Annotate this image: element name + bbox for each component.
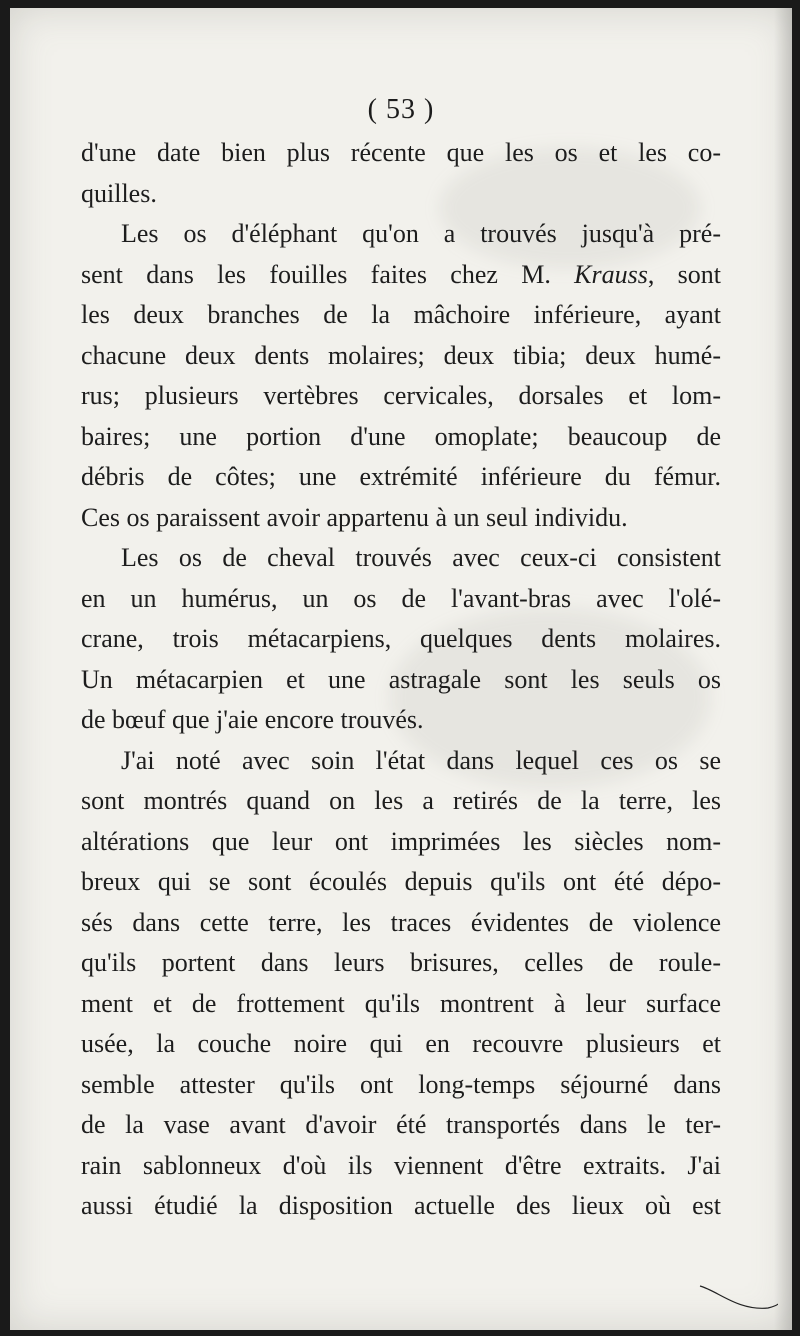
text-line-content: J'ai noté avec soin l'état dans lequel ces os se bbox=[121, 745, 721, 775]
text-line bbox=[81, 700, 721, 741]
text-line bbox=[81, 133, 721, 174]
margin-scribble bbox=[698, 1266, 778, 1316]
text-line-content: en un humérus, un os de l'avant-bras avec l'olé- bbox=[81, 583, 721, 613]
text-line-content: sés dans cette terre, les traces évidentes de violence bbox=[81, 907, 721, 937]
text-line bbox=[81, 579, 721, 620]
text-line bbox=[81, 538, 721, 579]
text-line-content: rus; plusieurs vertèbres cervicales, dorsales et lom- bbox=[81, 381, 721, 410]
text-line-content: ment et de frottement qu'ils montrent à leur surface bbox=[81, 988, 721, 1018]
text-line bbox=[81, 862, 721, 903]
text-line bbox=[81, 498, 721, 539]
text-line-content: crane, trois métacarpiens, quelques dents molaires. bbox=[81, 624, 721, 653]
text-line bbox=[81, 255, 721, 296]
text-line bbox=[81, 741, 721, 782]
text-line bbox=[81, 417, 721, 458]
text-line-content: chacune deux dents molaires; deux tibia; deux humé- bbox=[81, 340, 721, 370]
text-line bbox=[81, 336, 721, 377]
text-line-tail: , sont bbox=[647, 259, 721, 289]
text-line-content: qu'ils portent dans leurs brisures, celles de roule- bbox=[81, 948, 721, 977]
text-line bbox=[81, 903, 721, 944]
text-line bbox=[81, 1024, 721, 1065]
body-text bbox=[81, 133, 721, 1227]
text-line-content: usée, la couche noire qui en recouvre plusieurs et bbox=[81, 1029, 721, 1058]
text-line bbox=[81, 660, 721, 701]
text-line bbox=[81, 1065, 721, 1106]
text-line-content: sent dans les fouilles faites chez M. bbox=[81, 259, 575, 289]
text-line bbox=[81, 781, 721, 822]
text-line-content: sont montrés quand on les a retirés de la terre, les bbox=[81, 786, 721, 815]
text-line-content: aussi étudié la disposition actuelle des lieux où est bbox=[81, 1191, 721, 1220]
page-number: ( 53 ) bbox=[367, 94, 435, 125]
text-line-content: Les os d'éléphant qu'on a trouvés jusqu'à pré- bbox=[121, 219, 721, 248]
text-line-content: de la vase avant d'avoir été transportés dans le ter- bbox=[81, 1110, 721, 1139]
text-line bbox=[81, 376, 721, 417]
book-page bbox=[10, 8, 792, 1330]
proper-name: Krauss bbox=[574, 259, 648, 289]
text-line bbox=[81, 214, 721, 255]
text-line bbox=[81, 984, 721, 1025]
text-line-content: les deux branches de la mâchoire inférieure, ayant bbox=[81, 300, 721, 329]
text-line-content: de bœuf que j'aie encore trouvés. bbox=[81, 705, 424, 734]
text-line-content: rain sablonneux d'où ils viennent d'être extraits. J'ai bbox=[81, 1150, 721, 1180]
text-line bbox=[81, 295, 721, 336]
text-line bbox=[81, 1186, 721, 1227]
page-edge-shadow bbox=[774, 8, 792, 1330]
text-line-content: Ces os paraissent avoir appartenu à un seul individu. bbox=[81, 502, 628, 532]
text-line-content: d'une date bien plus récente que les os et les co- bbox=[81, 138, 721, 167]
text-line-content: breux qui se sont écoulés depuis qu'ils ont été dépo- bbox=[81, 867, 721, 896]
text-line-content: quilles. bbox=[81, 178, 157, 208]
text-line bbox=[81, 822, 721, 863]
text-line-content: Un métacarpien et une astragale sont les seuls os bbox=[81, 664, 721, 694]
text-line bbox=[81, 943, 721, 984]
text-line-content: baires; une portion d'une omoplate; beaucoup de bbox=[81, 421, 721, 451]
text-line bbox=[81, 1105, 721, 1146]
text-line bbox=[81, 619, 721, 660]
text-line bbox=[81, 457, 721, 498]
text-line bbox=[81, 1146, 721, 1187]
text-line-content: débris de côtes; une extrémité inférieure du fémur. bbox=[81, 462, 721, 491]
text-line-content: Les os de cheval trouvés avec ceux-ci consistent bbox=[121, 543, 721, 572]
text-line bbox=[81, 174, 721, 215]
text-line-content: altérations que leur ont imprimées les siècles nom- bbox=[81, 826, 721, 856]
text-line-content: semble attester qu'ils ont long-temps séjourné dans bbox=[81, 1069, 721, 1099]
